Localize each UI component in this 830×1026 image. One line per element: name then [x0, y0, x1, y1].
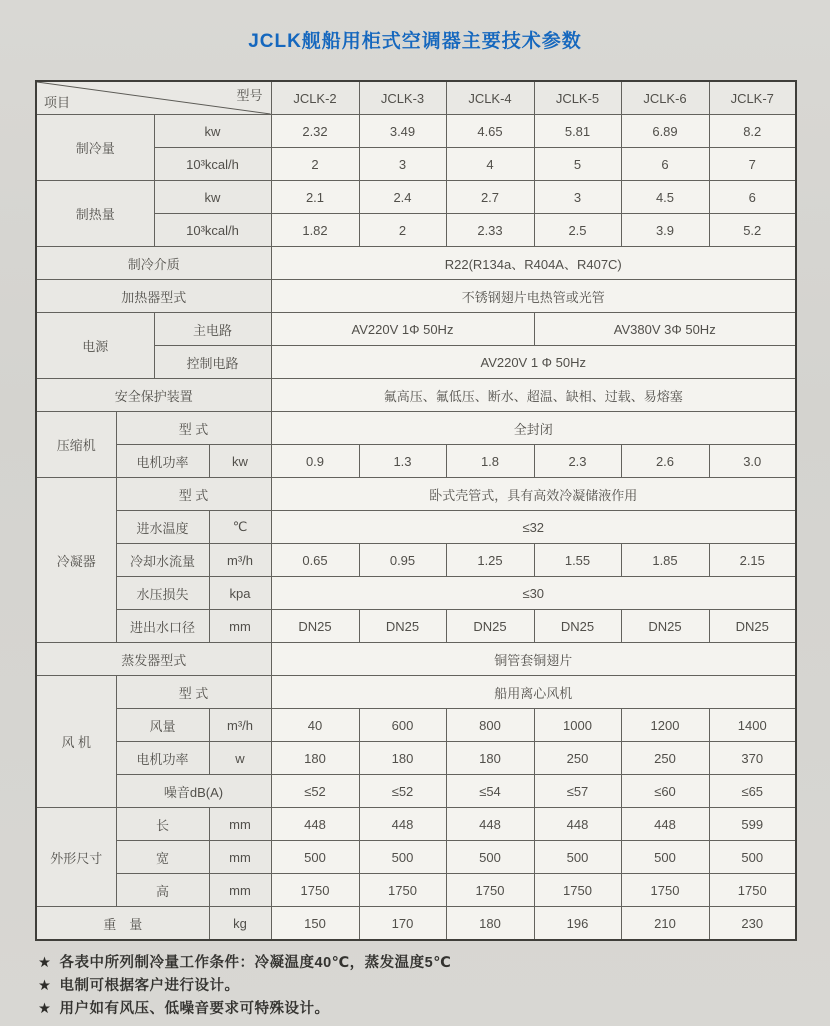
group-label-compressor: 压缩机 [36, 412, 116, 478]
sub-label: 型 式 [116, 676, 271, 709]
value-cell: 1750 [709, 874, 796, 907]
unit-label: kw [209, 445, 271, 478]
group-label-heating: 制热量 [36, 181, 154, 247]
condenser-type-row [36, 478, 796, 511]
value-span: ≤32 [271, 511, 796, 544]
value-cell: 2.7 [446, 181, 534, 214]
value-cell: 6 [709, 181, 796, 214]
footnote-text: 电制可根据客户进行设计。 [59, 978, 240, 994]
value-cell: 500 [446, 841, 534, 874]
value-cell: DN25 [359, 610, 446, 643]
row-label-evaporator: 蒸发器型式 [36, 643, 271, 676]
value-cell: 448 [621, 808, 709, 841]
value-cell: 2 [359, 214, 446, 247]
value-cell: 4.5 [621, 181, 709, 214]
sub-label: 风量 [116, 709, 209, 742]
compressor-type-row [36, 412, 796, 445]
value-cell: ≤52 [271, 775, 359, 808]
value-cell: ≤60 [621, 775, 709, 808]
value-cell: DN25 [446, 610, 534, 643]
value-cell: 500 [534, 841, 621, 874]
model-header: JCLK-2 [271, 81, 359, 115]
condenser-flow-row [36, 544, 796, 577]
value-cell: 4 [446, 148, 534, 181]
sub-label: 型 式 [116, 478, 271, 511]
value-cell: 448 [359, 808, 446, 841]
row-label-refrigerant: 制冷介质 [36, 247, 271, 280]
value-cell: 5.2 [709, 214, 796, 247]
model-header: JCLK-4 [446, 81, 534, 115]
value-span: 氟高压、氟低压、断水、超温、缺相、过载、易熔塞 [271, 379, 796, 412]
unit-label: kg [209, 907, 271, 941]
compressor-motor-row [36, 445, 796, 478]
value-cell: 2.32 [271, 115, 359, 148]
value-span: AV220V 1Φ 50Hz [271, 313, 534, 346]
value-span: R22(R134a、R404A、R407C) [271, 247, 796, 280]
value-cell: 370 [709, 742, 796, 775]
value-cell: 1.25 [446, 544, 534, 577]
value-cell: 4.65 [446, 115, 534, 148]
refrigerant-row [36, 247, 796, 280]
value-cell: 500 [271, 841, 359, 874]
value-cell: 1.8 [446, 445, 534, 478]
dim-length-row [36, 808, 796, 841]
value-cell: 3.9 [621, 214, 709, 247]
value-cell: 1750 [621, 874, 709, 907]
value-span: ≤30 [271, 577, 796, 610]
value-cell: ≤57 [534, 775, 621, 808]
group-label-fan: 风 机 [36, 676, 116, 808]
value-cell: 0.65 [271, 544, 359, 577]
value-cell: 0.9 [271, 445, 359, 478]
value-cell: 180 [271, 742, 359, 775]
fan-type-row [36, 676, 796, 709]
row-label-weight: 重 量 [36, 907, 209, 941]
value-cell: 6.89 [621, 115, 709, 148]
footnote-line [38, 998, 778, 1021]
star-icon: ★ [38, 1001, 52, 1017]
value-cell: 500 [709, 841, 796, 874]
value-cell: 250 [621, 742, 709, 775]
value-cell: 2 [271, 148, 359, 181]
value-cell: 599 [709, 808, 796, 841]
group-label-power: 电源 [36, 313, 154, 379]
sub-label: 进出水口径 [116, 610, 209, 643]
power-main-row [36, 313, 796, 346]
sub-label: 高 [116, 874, 209, 907]
value-cell: 2.3 [534, 445, 621, 478]
dim-width-row [36, 841, 796, 874]
value-cell: 170 [359, 907, 446, 941]
footnote-line [38, 975, 778, 998]
fan-noise-row [36, 775, 796, 808]
value-cell: 6 [621, 148, 709, 181]
value-cell: 180 [359, 742, 446, 775]
unit-label: mm [209, 610, 271, 643]
value-cell: 150 [271, 907, 359, 941]
value-cell: DN25 [709, 610, 796, 643]
dim-height-row [36, 874, 796, 907]
sub-label: 10³kcal/h [154, 148, 271, 181]
value-cell: 40 [271, 709, 359, 742]
value-cell: 0.95 [359, 544, 446, 577]
value-cell: 230 [709, 907, 796, 941]
value-cell: 3.49 [359, 115, 446, 148]
sub-label: 型 式 [116, 412, 271, 445]
sub-label: 主电路 [154, 313, 271, 346]
value-cell: 1.82 [271, 214, 359, 247]
value-cell: 1750 [446, 874, 534, 907]
footnotes [38, 952, 778, 1021]
heater-row [36, 280, 796, 313]
unit-label: m³/h [209, 709, 271, 742]
unit-label: mm [209, 874, 271, 907]
footnote-line [38, 952, 778, 975]
value-cell: 1200 [621, 709, 709, 742]
sub-label: 电机功率 [116, 742, 209, 775]
sub-label: kw [154, 181, 271, 214]
value-cell: DN25 [534, 610, 621, 643]
model-header: JCLK-5 [534, 81, 621, 115]
value-cell: DN25 [271, 610, 359, 643]
corner-model-label: 型号 [236, 88, 263, 103]
sub-label: 长 [116, 808, 209, 841]
spec-table [35, 80, 797, 941]
value-cell: 1750 [271, 874, 359, 907]
value-cell: ≤65 [709, 775, 796, 808]
value-cell: 1.85 [621, 544, 709, 577]
group-label-cooling: 制冷量 [36, 115, 154, 181]
evaporator-row [36, 643, 796, 676]
value-cell: 5 [534, 148, 621, 181]
sub-label: 10³kcal/h [154, 214, 271, 247]
sub-label: 水压损失 [116, 577, 209, 610]
value-cell: 5.81 [534, 115, 621, 148]
value-cell: 1400 [709, 709, 796, 742]
model-header: JCLK-3 [359, 81, 446, 115]
weight-row [36, 907, 796, 941]
value-cell: 500 [621, 841, 709, 874]
sub-label: 宽 [116, 841, 209, 874]
sub-label: 进水温度 [116, 511, 209, 544]
value-cell: 2.4 [359, 181, 446, 214]
value-cell: 1.55 [534, 544, 621, 577]
star-icon: ★ [38, 955, 52, 971]
row-label-heater: 加热器型式 [36, 280, 271, 313]
value-cell: 210 [621, 907, 709, 941]
cooling-kw-row [36, 115, 796, 148]
value-cell: 2.15 [709, 544, 796, 577]
value-cell: 3 [534, 181, 621, 214]
condenser-inlet-row [36, 511, 796, 544]
footnote-text: 各表中所列制冷量工作条件：冷凝温度40℃，蒸发温度5℃ [59, 955, 452, 971]
sub-label: kw [154, 115, 271, 148]
fan-volume-row [36, 709, 796, 742]
value-cell: 500 [359, 841, 446, 874]
model-header: JCLK-6 [621, 81, 709, 115]
fan-motor-row [36, 742, 796, 775]
value-span: 卧式壳管式，具有高效冷凝储液作用 [271, 478, 796, 511]
sub-label: 控制电路 [154, 346, 271, 379]
group-label-dimensions: 外形尺寸 [36, 808, 116, 907]
value-cell: 1750 [359, 874, 446, 907]
value-cell: 2.6 [621, 445, 709, 478]
page-title: JCLK舰船用柜式空调器主要技术参数 [248, 31, 582, 52]
value-cell: 2.5 [534, 214, 621, 247]
corner-cell [36, 81, 271, 115]
star-icon: ★ [38, 978, 52, 994]
value-cell: 448 [446, 808, 534, 841]
value-cell: 1000 [534, 709, 621, 742]
value-cell: 448 [271, 808, 359, 841]
value-span: 船用离心风机 [271, 676, 796, 709]
sub-label: 冷却水流量 [116, 544, 209, 577]
condenser-port-row [36, 610, 796, 643]
corner-item-label: 项目 [44, 95, 71, 110]
model-header: JCLK-7 [709, 81, 796, 115]
unit-label: ℃ [209, 511, 271, 544]
diagonal-line-icon [37, 82, 271, 114]
value-cell: 600 [359, 709, 446, 742]
value-cell: 3.0 [709, 445, 796, 478]
value-cell: 448 [534, 808, 621, 841]
unit-label: mm [209, 808, 271, 841]
group-label-condenser: 冷凝器 [36, 478, 116, 643]
footnote-text: 用户如有风压、低噪音要求可特殊设计。 [59, 1001, 330, 1017]
header-row [36, 81, 796, 115]
value-span: 铜管套铜翅片 [271, 643, 796, 676]
safety-row [36, 379, 796, 412]
value-span: 全封闭 [271, 412, 796, 445]
value-cell: 250 [534, 742, 621, 775]
value-span: 不锈钢翅片电热管或光管 [271, 280, 796, 313]
value-cell: 800 [446, 709, 534, 742]
condenser-loss-row [36, 577, 796, 610]
value-cell: DN25 [621, 610, 709, 643]
sub-label: 电机功率 [116, 445, 209, 478]
sub-label: 噪音dB(A) [116, 775, 271, 808]
value-cell: 2.33 [446, 214, 534, 247]
value-span: AV220V 1 Φ 50Hz [271, 346, 796, 379]
unit-label: w [209, 742, 271, 775]
unit-label: m³/h [209, 544, 271, 577]
unit-label: kpa [209, 577, 271, 610]
value-cell: 7 [709, 148, 796, 181]
value-cell: ≤54 [446, 775, 534, 808]
heating-kw-row [36, 181, 796, 214]
value-cell: 1750 [534, 874, 621, 907]
value-cell: 2.1 [271, 181, 359, 214]
value-cell: 180 [446, 742, 534, 775]
row-label-safety: 安全保护装置 [36, 379, 271, 412]
value-cell: 3 [359, 148, 446, 181]
value-span: AV380V 3Φ 50Hz [534, 313, 796, 346]
value-cell: ≤52 [359, 775, 446, 808]
unit-label: mm [209, 841, 271, 874]
value-cell: 196 [534, 907, 621, 941]
value-cell: 180 [446, 907, 534, 941]
value-cell: 1.3 [359, 445, 446, 478]
value-cell: 8.2 [709, 115, 796, 148]
